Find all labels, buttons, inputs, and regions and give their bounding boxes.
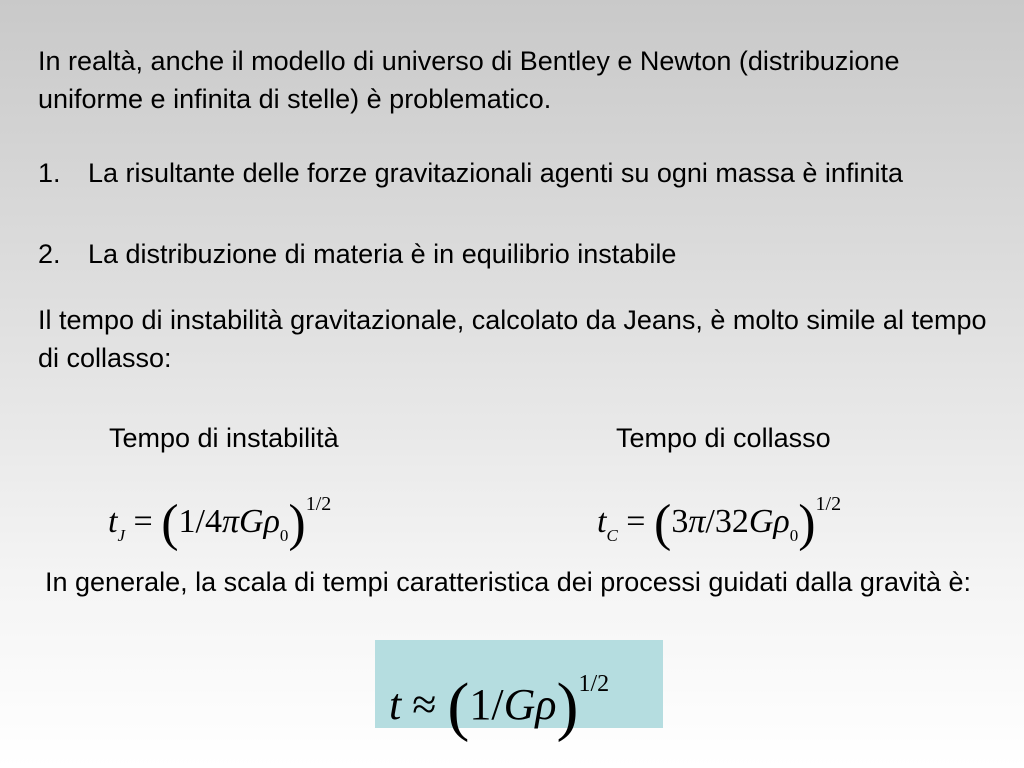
list-item-number: 2. — [38, 239, 61, 269]
general-time-formula: $t \approx (1/G\rho)^{1/2}$ — [389, 670, 610, 743]
instability-time-label: Tempo di instabilità — [109, 423, 339, 453]
collapse-time-label: Tempo di collasso — [616, 423, 831, 453]
jeans-time-formula: $t_J = (1/4\pi G\rho_0)^{1/2}$ — [108, 493, 332, 552]
intro-paragraph: In realtà, anche il modello di universo di Bentley e Newton (distribuzione uniforme e infinita di stelle) è problematico. — [38, 46, 900, 114]
list-item-text: La distribuzione di materia è in equilibrio instabile — [88, 239, 677, 269]
jeans-paragraph: Il tempo di instabilità gravitazionale, calcolato da Jeans, è molto simile al tempo di collasso: — [38, 305, 987, 373]
list-item-number: 1. — [38, 158, 61, 188]
list-item-text: La risultante delle forze gravitazionali agenti su ogni massa è infinita — [88, 158, 903, 188]
general-formula-box — [375, 640, 663, 743]
general-paragraph: In generale, la scala di tempi caratteristica dei processi guidati dalla gravità è: — [45, 567, 971, 597]
collapse-time-formula: $t_C = (3\pi/32G\rho_0)^{1/2}$ — [597, 493, 842, 552]
